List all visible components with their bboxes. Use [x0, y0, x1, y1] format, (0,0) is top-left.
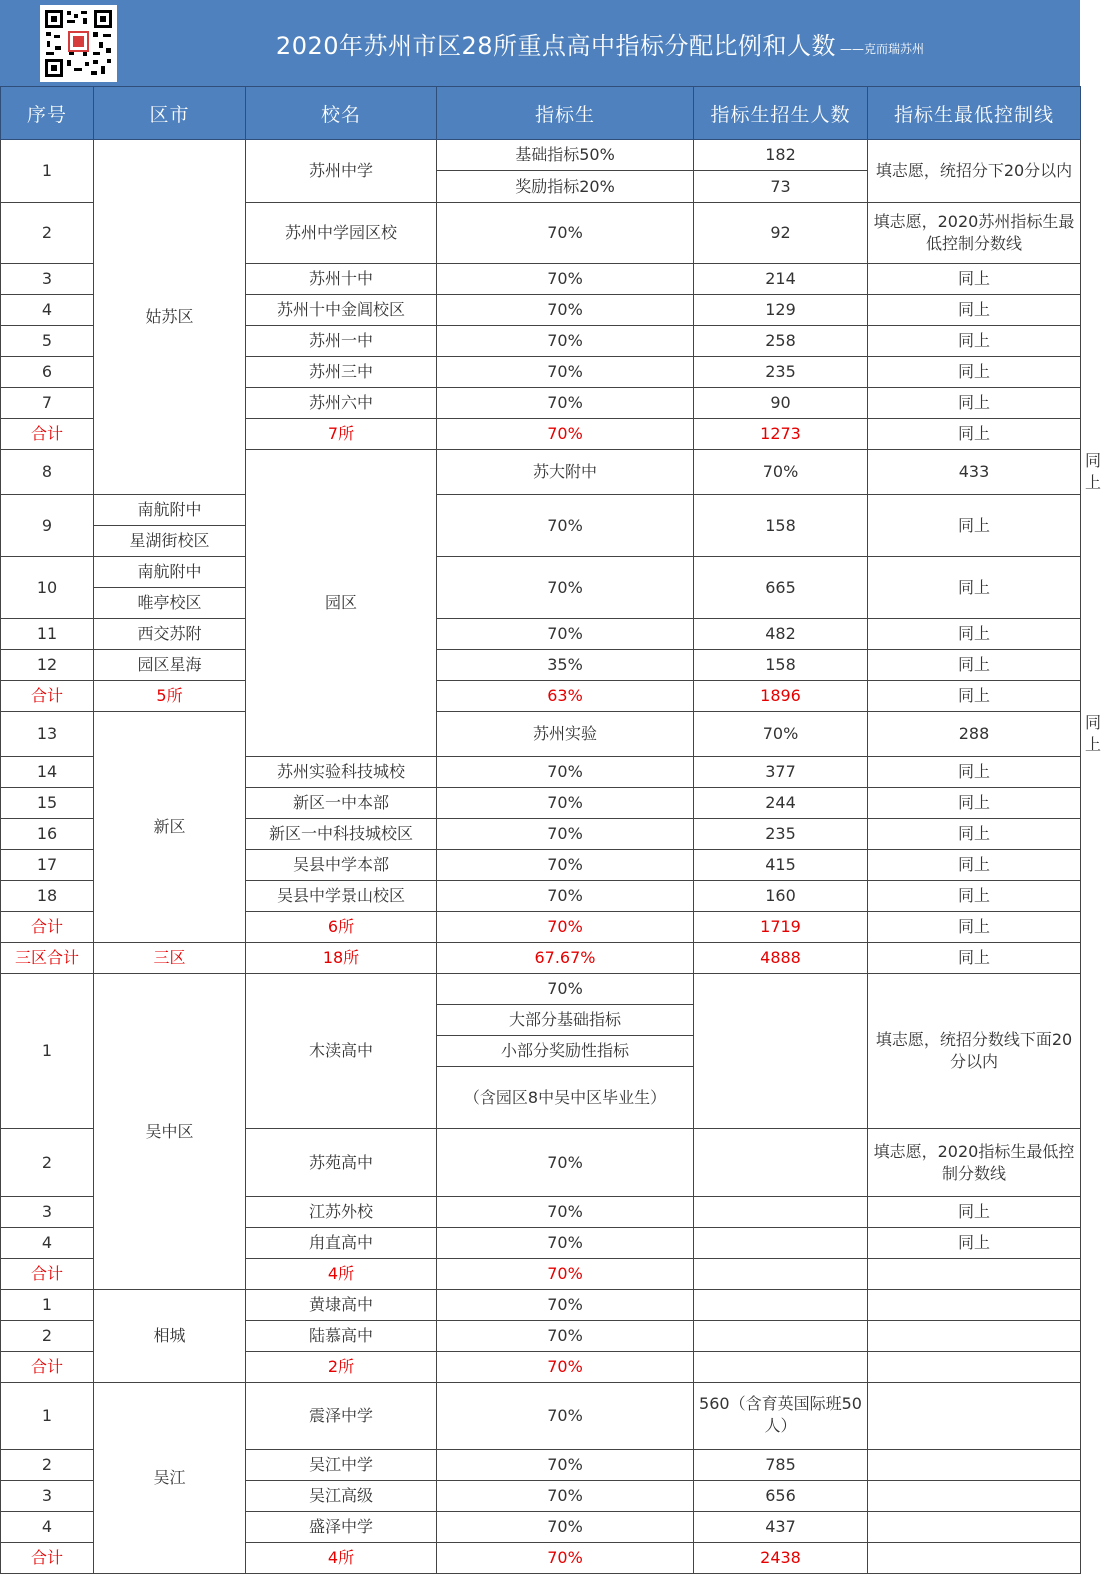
- line-cell: 同上: [868, 912, 1081, 943]
- table-row: [1, 974, 1081, 1005]
- school-cell: 黄埭高中: [246, 1290, 437, 1321]
- school-cell: 苏州三中: [246, 357, 437, 388]
- header-count: 指标生招生人数: [694, 87, 868, 140]
- school-cell: 震泽中学: [246, 1383, 437, 1450]
- count-cell: 377: [694, 757, 868, 788]
- row-no: 7: [1, 388, 94, 419]
- row-no: 10: [1, 557, 94, 619]
- table-row: [1, 619, 1081, 650]
- row-no: 4: [1, 1228, 94, 1259]
- quota-cell: 70%: [437, 557, 694, 619]
- total-count: 1273: [694, 419, 868, 450]
- total-label: 合计: [1, 1352, 94, 1383]
- school-cell: 苏大附中: [437, 450, 694, 495]
- header-school: 校名: [246, 87, 437, 140]
- school-cell: 吴县中学景山校区: [246, 881, 437, 912]
- page-subtitle: ——克而瑞苏州: [840, 41, 925, 56]
- school-cell: 苏州六中: [246, 388, 437, 419]
- header-no: 序号: [1, 87, 94, 140]
- table-row: [1, 140, 1081, 171]
- school-cell: 南航附中: [94, 557, 246, 588]
- school-cell: 盛泽中学: [246, 1512, 437, 1543]
- row-no: 5: [1, 326, 94, 357]
- count-cell: 160: [694, 881, 868, 912]
- count-cell: [694, 1129, 868, 1197]
- total-label: 合计: [1, 1259, 94, 1290]
- school-cell: 西交苏附: [94, 619, 246, 650]
- line-cell: 同上: [868, 419, 1081, 450]
- title-banner: [0, 0, 1080, 86]
- row-no: 17: [1, 850, 94, 881]
- row-no: 11: [1, 619, 94, 650]
- quota-cell: 70%: [694, 450, 868, 495]
- table-header-row: [1, 87, 1081, 140]
- line-cell: 同上: [868, 943, 1081, 974]
- total-label: 三区合计: [1, 943, 94, 974]
- grand-total-row: [1, 943, 1081, 974]
- table-row: [1, 1383, 1081, 1450]
- quota-cell: 70%: [437, 819, 694, 850]
- school-cell: 陆慕高中: [246, 1321, 437, 1352]
- quota-cell: 70%: [437, 1512, 694, 1543]
- total-count: [694, 1259, 868, 1290]
- quota-cell: 70%: [437, 1321, 694, 1352]
- line-cell: 同上: [868, 757, 1081, 788]
- row-no: 1: [1, 1383, 94, 1450]
- total-count: 1896: [694, 681, 868, 712]
- total-district: 三区: [94, 943, 246, 974]
- line-cell: 填志愿，2020指标生最低控制分数线: [868, 1129, 1081, 1197]
- quota-cell: 70%: [437, 881, 694, 912]
- school-cell: 苏州中学园区校: [246, 203, 437, 264]
- quota-cell: 70%: [437, 619, 694, 650]
- row-no: 16: [1, 819, 94, 850]
- line-cell: [868, 1450, 1081, 1481]
- table-row: [1, 650, 1081, 681]
- row-no: 15: [1, 788, 94, 819]
- quota-cell: 70%: [437, 1383, 694, 1450]
- total-row: [1, 681, 1081, 712]
- count-cell: 158: [694, 495, 868, 557]
- line-cell: 同上: [868, 495, 1081, 557]
- total-schools: 4所: [246, 1259, 437, 1290]
- row-no: 18: [1, 881, 94, 912]
- line-cell: [868, 1352, 1081, 1383]
- header-line: 指标生最低控制线: [868, 87, 1081, 140]
- row-no: 2: [1, 1321, 94, 1352]
- count-cell: 158: [694, 650, 868, 681]
- count-cell: [694, 1321, 868, 1352]
- quota-cell: 70%: [437, 1197, 694, 1228]
- line-cell: 同上: [868, 557, 1081, 619]
- count-cell: 437: [694, 1512, 868, 1543]
- district-cell: 园区: [246, 450, 437, 757]
- count-cell: 665: [694, 557, 868, 619]
- line-cell: 同上: [868, 357, 1081, 388]
- row-no: 2: [1, 1450, 94, 1481]
- quota-cell: 70%: [437, 264, 694, 295]
- table-row: [1, 557, 1081, 588]
- quota-cell: 70%: [437, 1129, 694, 1197]
- line-cell: [868, 1383, 1081, 1450]
- total-quota: 70%: [437, 1352, 694, 1383]
- total-schools: 5所: [94, 681, 246, 712]
- row-no: 2: [1, 203, 94, 264]
- line-cell: 填志愿，统招分下20分以内: [868, 140, 1081, 203]
- line-cell: 同上: [868, 619, 1081, 650]
- total-count: 4888: [694, 943, 868, 974]
- quota-cell: 70%: [437, 295, 694, 326]
- quota-cell: 70%: [437, 850, 694, 881]
- row-no: 9: [1, 495, 94, 557]
- district-cell: 吴中区: [94, 974, 246, 1290]
- count-cell: 214: [694, 264, 868, 295]
- quota-cell: 70%: [437, 495, 694, 557]
- line-cell: [868, 1290, 1081, 1321]
- total-schools: 4所: [246, 1543, 437, 1574]
- row-no: 2: [1, 1129, 94, 1197]
- line-cell: 同上: [868, 788, 1081, 819]
- quota-cell: 70%: [437, 1290, 694, 1321]
- count-cell: 235: [694, 819, 868, 850]
- line-cell: 填志愿，2020苏州指标生最低控制分数线: [868, 203, 1081, 264]
- total-label: 合计: [1, 419, 94, 450]
- count-cell: 244: [694, 788, 868, 819]
- line-cell: [868, 1259, 1081, 1290]
- school-cell: 苏州一中: [246, 326, 437, 357]
- row-no: 3: [1, 1197, 94, 1228]
- line-cell: 同上: [868, 681, 1081, 712]
- total-schools: 2所: [246, 1352, 437, 1383]
- count-cell: 415: [694, 850, 868, 881]
- line-cell: 同上: [868, 819, 1081, 850]
- page-title: 2020年苏州市区28所重点高中指标分配比例和人数: [275, 31, 837, 60]
- table-row: [1, 1290, 1081, 1321]
- total-label: 合计: [1, 681, 94, 712]
- header-quota: 指标生: [437, 87, 694, 140]
- quota-cell: 70%: [437, 974, 694, 1005]
- row-no: 1: [1, 1290, 94, 1321]
- quota-table: [0, 86, 1101, 1574]
- school-cell: 南航附中: [94, 495, 246, 526]
- line-cell: 同上: [868, 881, 1081, 912]
- quota-cell: 70%: [437, 788, 694, 819]
- table-row: 13 新区 苏州实验 70% 288 同上: [1, 712, 1081, 757]
- school-cell: 吴江中学: [246, 1450, 437, 1481]
- line-cell: 同上: [868, 1228, 1081, 1259]
- count-cell: 258: [694, 326, 868, 357]
- district-cell: 新区: [94, 712, 246, 943]
- row-no: 12: [1, 650, 94, 681]
- total-schools: 7所: [246, 419, 437, 450]
- school-cell: 新区一中本部: [246, 788, 437, 819]
- total-quota: 67.67%: [437, 943, 694, 974]
- total-count: 2438: [694, 1543, 868, 1574]
- row-no: 3: [1, 1481, 94, 1512]
- total-schools: 6所: [246, 912, 437, 943]
- line-cell: 填志愿，统招分数线下面20分以内: [868, 974, 1081, 1129]
- school-cell: 江苏外校: [246, 1197, 437, 1228]
- count-cell: 129: [694, 295, 868, 326]
- line-cell: 同上: [868, 1197, 1081, 1228]
- total-quota: 70%: [437, 912, 694, 943]
- school-cell: 苏州中学: [246, 140, 437, 203]
- row-no: 3: [1, 264, 94, 295]
- count-cell: 656: [694, 1481, 868, 1512]
- line-cell: 同上: [868, 650, 1081, 681]
- count-cell: 785: [694, 1450, 868, 1481]
- count-cell: 92: [694, 203, 868, 264]
- district-cell: 吴江: [94, 1383, 246, 1574]
- total-quota: 70%: [437, 419, 694, 450]
- count-cell: 433: [868, 450, 1081, 495]
- total-label: 合计: [1, 912, 94, 943]
- row-no: 4: [1, 295, 94, 326]
- row-no: 13: [1, 712, 94, 757]
- quota-cell: 70%: [437, 203, 694, 264]
- line-cell: 同上: [868, 388, 1081, 419]
- school-cell: 园区星海: [94, 650, 246, 681]
- school-cell: 甪直高中: [246, 1228, 437, 1259]
- district-cell: 相城: [94, 1290, 246, 1383]
- count-cell: 482: [694, 619, 868, 650]
- school-cell: 苏苑高中: [246, 1129, 437, 1197]
- total-quota: 63%: [437, 681, 694, 712]
- total-count: [694, 1352, 868, 1383]
- line-cell: 同上: [868, 295, 1081, 326]
- line-cell: 同上: [868, 850, 1081, 881]
- school-cell: 苏州十中: [246, 264, 437, 295]
- count-cell: 560（含育英国际班50人）: [694, 1383, 868, 1450]
- line-cell: [868, 1481, 1081, 1512]
- row-no: 6: [1, 357, 94, 388]
- row-no: 8: [1, 450, 94, 495]
- school-cell: 苏州实验科技城校: [246, 757, 437, 788]
- total-label: 合计: [1, 1543, 94, 1574]
- table-row: 8 园区 苏大附中 70% 433 同上: [1, 450, 1081, 495]
- count-cell: [694, 1197, 868, 1228]
- quota-cell: 70%: [437, 326, 694, 357]
- quota-cell: 70%: [437, 1228, 694, 1259]
- qr-code-icon: [40, 5, 117, 82]
- row-no: 1: [1, 974, 94, 1129]
- quota-cell: 70%: [437, 1481, 694, 1512]
- count-cell: 288: [868, 712, 1081, 757]
- quota-cell: 70%: [437, 388, 694, 419]
- school-cell: 吴江高级: [246, 1481, 437, 1512]
- line-cell: 同上: [868, 264, 1081, 295]
- quota-cell: 大部分基础指标: [437, 1005, 694, 1036]
- count-cell: 182: [694, 140, 868, 171]
- school-cell: 星湖街校区: [94, 526, 246, 557]
- school-cell: 唯亭校区: [94, 588, 246, 619]
- quota-cell: （含园区8中吴中区毕业生）: [437, 1067, 694, 1129]
- row-no: 4: [1, 1512, 94, 1543]
- count-cell: 73: [694, 171, 868, 203]
- quota-cell: 35%: [437, 650, 694, 681]
- line-cell: [868, 1543, 1081, 1574]
- count-cell: [694, 1228, 868, 1259]
- district-cell: 姑苏区: [94, 140, 246, 495]
- total-count: 1719: [694, 912, 868, 943]
- total-quota: 70%: [437, 1543, 694, 1574]
- count-cell: [694, 1290, 868, 1321]
- quota-cell: 70%: [437, 357, 694, 388]
- quota-cell: 70%: [437, 757, 694, 788]
- line-cell: [868, 1512, 1081, 1543]
- school-cell: 木渎高中: [246, 974, 437, 1129]
- school-cell: 新区一中科技城校区: [246, 819, 437, 850]
- quota-cell: 奖励指标20%: [437, 171, 694, 203]
- school-cell: 苏州十中金阊校区: [246, 295, 437, 326]
- line-cell: 同上: [868, 326, 1081, 357]
- header-district: 区市: [94, 87, 246, 140]
- quota-cell: 基础指标50%: [437, 140, 694, 171]
- row-no: 1: [1, 140, 94, 203]
- school-cell: 苏州实验: [437, 712, 694, 757]
- table-row: [1, 495, 1081, 526]
- total-quota: 70%: [437, 1259, 694, 1290]
- quota-cell: 小部分奖励性指标: [437, 1036, 694, 1067]
- quota-cell: 70%: [694, 712, 868, 757]
- count-cell: [694, 974, 868, 1129]
- row-no: 14: [1, 757, 94, 788]
- count-cell: 235: [694, 357, 868, 388]
- quota-cell: 70%: [437, 1450, 694, 1481]
- school-cell: 吴县中学本部: [246, 850, 437, 881]
- count-cell: 90: [694, 388, 868, 419]
- line-cell: [868, 1321, 1081, 1352]
- total-schools: 18所: [246, 943, 437, 974]
